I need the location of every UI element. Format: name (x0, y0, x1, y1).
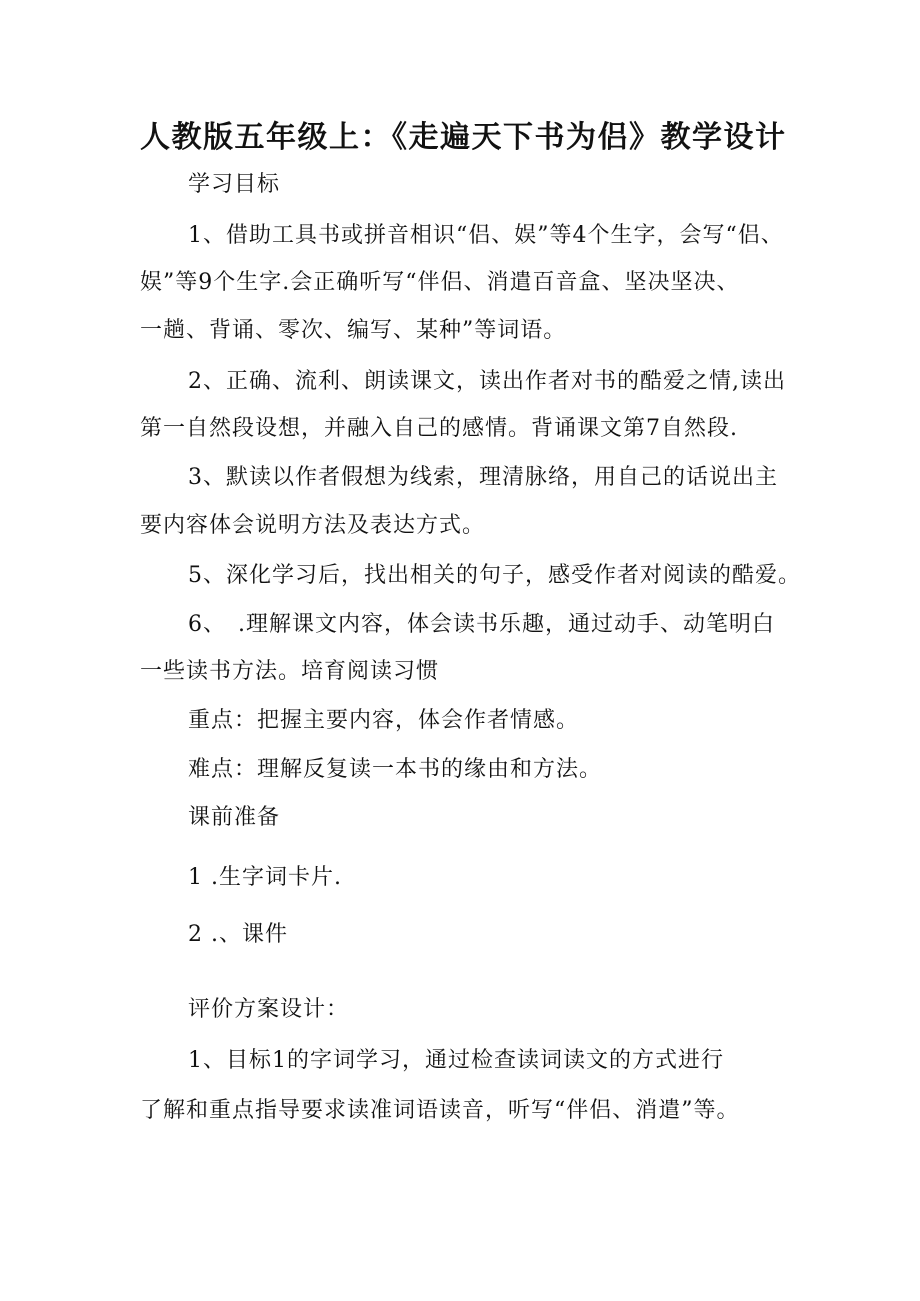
section-heading-eval: 评价方案设计： (188, 997, 350, 1022)
section-heading-prep: 课前准备 (188, 805, 281, 830)
goal-2-line-2: 第一自然段设想，并融入自己的感情。背诵课文第7自然段. (140, 416, 738, 441)
prep-item-2: 2 .、课件 (188, 922, 288, 947)
goal-6-line-2: 一些读书方法。培育阅读习惯 (140, 659, 440, 684)
goal-1-line-2: 娱”等9个生字.会正确听写“伴侣、消遣百音盒、坚决坚决、 (140, 270, 740, 295)
difficult-point: 难点：理解反复读一本书的缘由和方法。 (188, 757, 603, 782)
goal-2-line-1: 2、正确、流利、朗读课文，读出作者对书的酷爱之情,读出 (188, 369, 786, 394)
goal-3-line-2: 要内容体会说明方法及表达方式。 (140, 513, 486, 538)
key-point: 重点：把握主要内容，体会作者情感。 (188, 708, 580, 733)
goal-1-line-3: 一趟、背诵、零次、编写、某种”等词语。 (140, 318, 567, 343)
goal-6-line-1: 6、 .理解课文内容，体会读书乐趣，通过动手、动笔明白 (188, 612, 775, 637)
eval-1-line-2: 了解和重点指导要求读准词语读音，听写“伴侣、消遣”等。 (140, 1098, 740, 1123)
document-title: 人教版五年级上：《走遍天下书为侣》教学设计 (140, 120, 787, 155)
eval-1-line-1: 1、目标1的字词学习，通过检查读词读文的方式进行 (188, 1048, 724, 1073)
goal-3-line-1: 3、默读以作者假想为线索，理清脉络，用自己的话说出主 (188, 465, 778, 490)
goal-1-line-1: 1、借助工具书或拼音相识“侣、娱”等4个生字，会写“侣、 (188, 223, 784, 248)
prep-item-1: 1 .生字词卡片. (188, 865, 342, 890)
goal-5-line-1: 5、深化学习后，找出相关的句子，感受作者对阅读的酷爱。 (188, 563, 801, 588)
section-heading-goals: 学习目标 (188, 172, 281, 197)
